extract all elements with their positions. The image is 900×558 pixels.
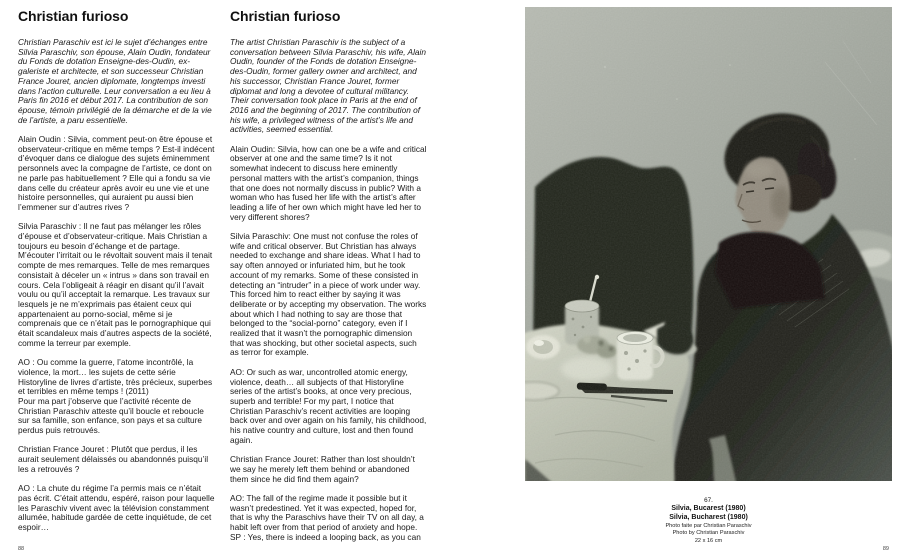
paragraph-french-6: AO : La chute du régime l’a permis mais ce n’était pas écrit. C’était attendu, espéré, raison pour laquelle les Paraschiv vivent avec la télévision constamment allumée, habitude gardée de cette inquiétude, de cet espoir… <box>18 483 215 533</box>
photo-grain <box>525 7 892 481</box>
column-english <box>230 8 427 552</box>
article-title-english: Christian furioso <box>230 8 341 24</box>
paragraph-english-3: AO: Or such as war, uncontrolled atomic energy, violence, death… all subjects of that Historyline series of the artist’s books, at once very precious, superb and terrible! For my part, I notice that Christian Paraschiv’s recent activities are looping back over and over again on his family, his childhood, his native country and culture, lost and then found again. <box>230 366 427 445</box>
caption-credit-french: Photo faite par Christian Paraschiv <box>665 522 752 529</box>
caption-number: 67. <box>704 497 713 504</box>
caption-title-french: Silvia, Bucarest (1980) <box>671 505 746 512</box>
paragraph-french-1: Alain Oudin : Silvia, comment peut-on être épouse et observateur-critique en même temps ? Est-il indécent d’évoquer dans ce dialogue des sujets éminemment personnels avec la compagne de l’artiste, ce dont on ne parle pas habituellement ? Elle qui a fondu sa vie dans celle du créateur après avoir eu une vie et une histoire personnelles, qui auraient pu aussi bien l’emmener sur d’autres rives ? <box>18 134 215 212</box>
caption-title-english: Silvia, Bucharest (1980) <box>669 513 748 521</box>
paragraph-english-intro: The artist Christian Paraschiv is the subject of a conversation between Silvia Paraschiv, his wife, Alain Oudin, founder of the Fonds de dotation Enseigne-des-Oudin, former gallery owner and architect, and his successor, Christian France Jouret, former diplomat and long a devotee of cultural militancy. Their conversation took place in Paris at the end of 2016 and the beginning of 2017. The contribution of his wife, a privileged witness of the artist’s life and activities, seemed essential. <box>230 37 426 135</box>
paragraph-english-6: SP : Yes, there is indeed a looping back, as you can <box>230 531 421 542</box>
paragraph-french-2: Silvia Paraschiv : Il ne faut pas mélanger les rôles d’épouse et d’observateur-critique. Mais Christian a toujours eu besoin d’échange et de partage. M’écouter l’irritait ou le révoltait souvent mais il tenait compte de mes remarques. Telle de mes remarques consistait à déceler un « intrus » dans son travail en cours. Cela l’obligeait à réagir en disant qu’il l’avait voulu ou qu’il acceptait la remarque. Les travaux sur lesquels je ne m’exprimais pas étaient ceux qui appartenaient au porno-social, même si je comprenais que ce n’était pas le pornographique qui était scandaleux mais d’autres aspects de la société, comme la terreur par exemple. <box>18 221 213 348</box>
caption-dimensions: 22 x 16 cm <box>694 537 723 544</box>
column-french <box>18 8 215 542</box>
paragraph-english-1: Alain Oudin: Silvia, how can one be a wife and critical observer at one and the same time? Is it not somewhat indecent to discuss here eminently personal matters with the artist’s companion, things that one does not normally discuss in public? With a woman who has fused her life with the artist’s after leading a life of her own which might have led her to very different shores? <box>230 143 427 222</box>
page-number-left: 88 <box>18 546 25 552</box>
paragraph-french-3: AO : Ou comme la guerre, l’atome incontrôlé, la violence, la mort… les sujets de cette série Historyline de livres d’artiste, très précieux, superbes et terribles en même temps ! (2011) <box>18 357 213 397</box>
paragraph-english-5: AO: The fall of the regime made it possible but it wasn’t predestined. Yet it was expected, hoped for, that is why the Paraschivs have their TV on all day, a habit left over from that period of anxiety and hope. <box>230 492 424 533</box>
photo-caption <box>525 497 892 545</box>
page-number-right: 89 <box>882 546 889 552</box>
paragraph-french-intro: Christian Paraschiv est ici le sujet d’échanges entre Silvia Paraschiv, son épouse, Alain Oudin, fondateur du Fonds de dotation Enseigne-des-Oudin, ex-galeriste et architecte, et son successeur Christian France Jouret, ancien diplomate, longtemps investi dans l’action culturelle. Leur conversation a eu lieu à Paris fin 2016 et début 2017. La contribution de son épouse, témoin privilégié de la démarche et de la vie de l’artiste, a paru essentielle. <box>18 37 212 125</box>
paragraph-english-4: Christian France Jouret: Rather than lost shouldn’t we say he merely left them behind or abandoned them since he did find them again? <box>230 454 415 484</box>
paragraph-english-2: Silvia Paraschiv: One must not confuse the roles of wife and critical observer. But Christian has always needed to exchange and share ideas. What I had to say often annoyed or infuriated him, but he took account of my remarks. Some of these consisted in detecting an “intruder” in a piece of work under way. This forced him to react either by saying it was deliberate or by accepting my observation. The works about which I had nothing to say are those that belonged to the “social-porno” category, even if I realized that it wasn’t the pornographic dimension that was shocking, but other societal aspects, such as terror for example. <box>230 231 427 358</box>
caption-credit-english: Photo by Christian Paraschiv <box>672 529 745 536</box>
photo-illustration <box>525 7 892 481</box>
photo-silvia-bucharest <box>525 7 892 481</box>
article-title-french: Christian furioso <box>18 8 129 24</box>
paragraph-french-4: Pour ma part j’observe que l’activité récente de Christian Paraschiv atteste qu’il boucle et reboucle sur sa famille, son enfance, son pays et sa culture perdus puis retrouvés. <box>18 395 204 436</box>
paragraph-french-5: Christian France Jouret : Plutôt que perdus, il les aurait seulement délaissés ou abandonnés puisqu’il les a retrouvés ? <box>18 444 209 474</box>
